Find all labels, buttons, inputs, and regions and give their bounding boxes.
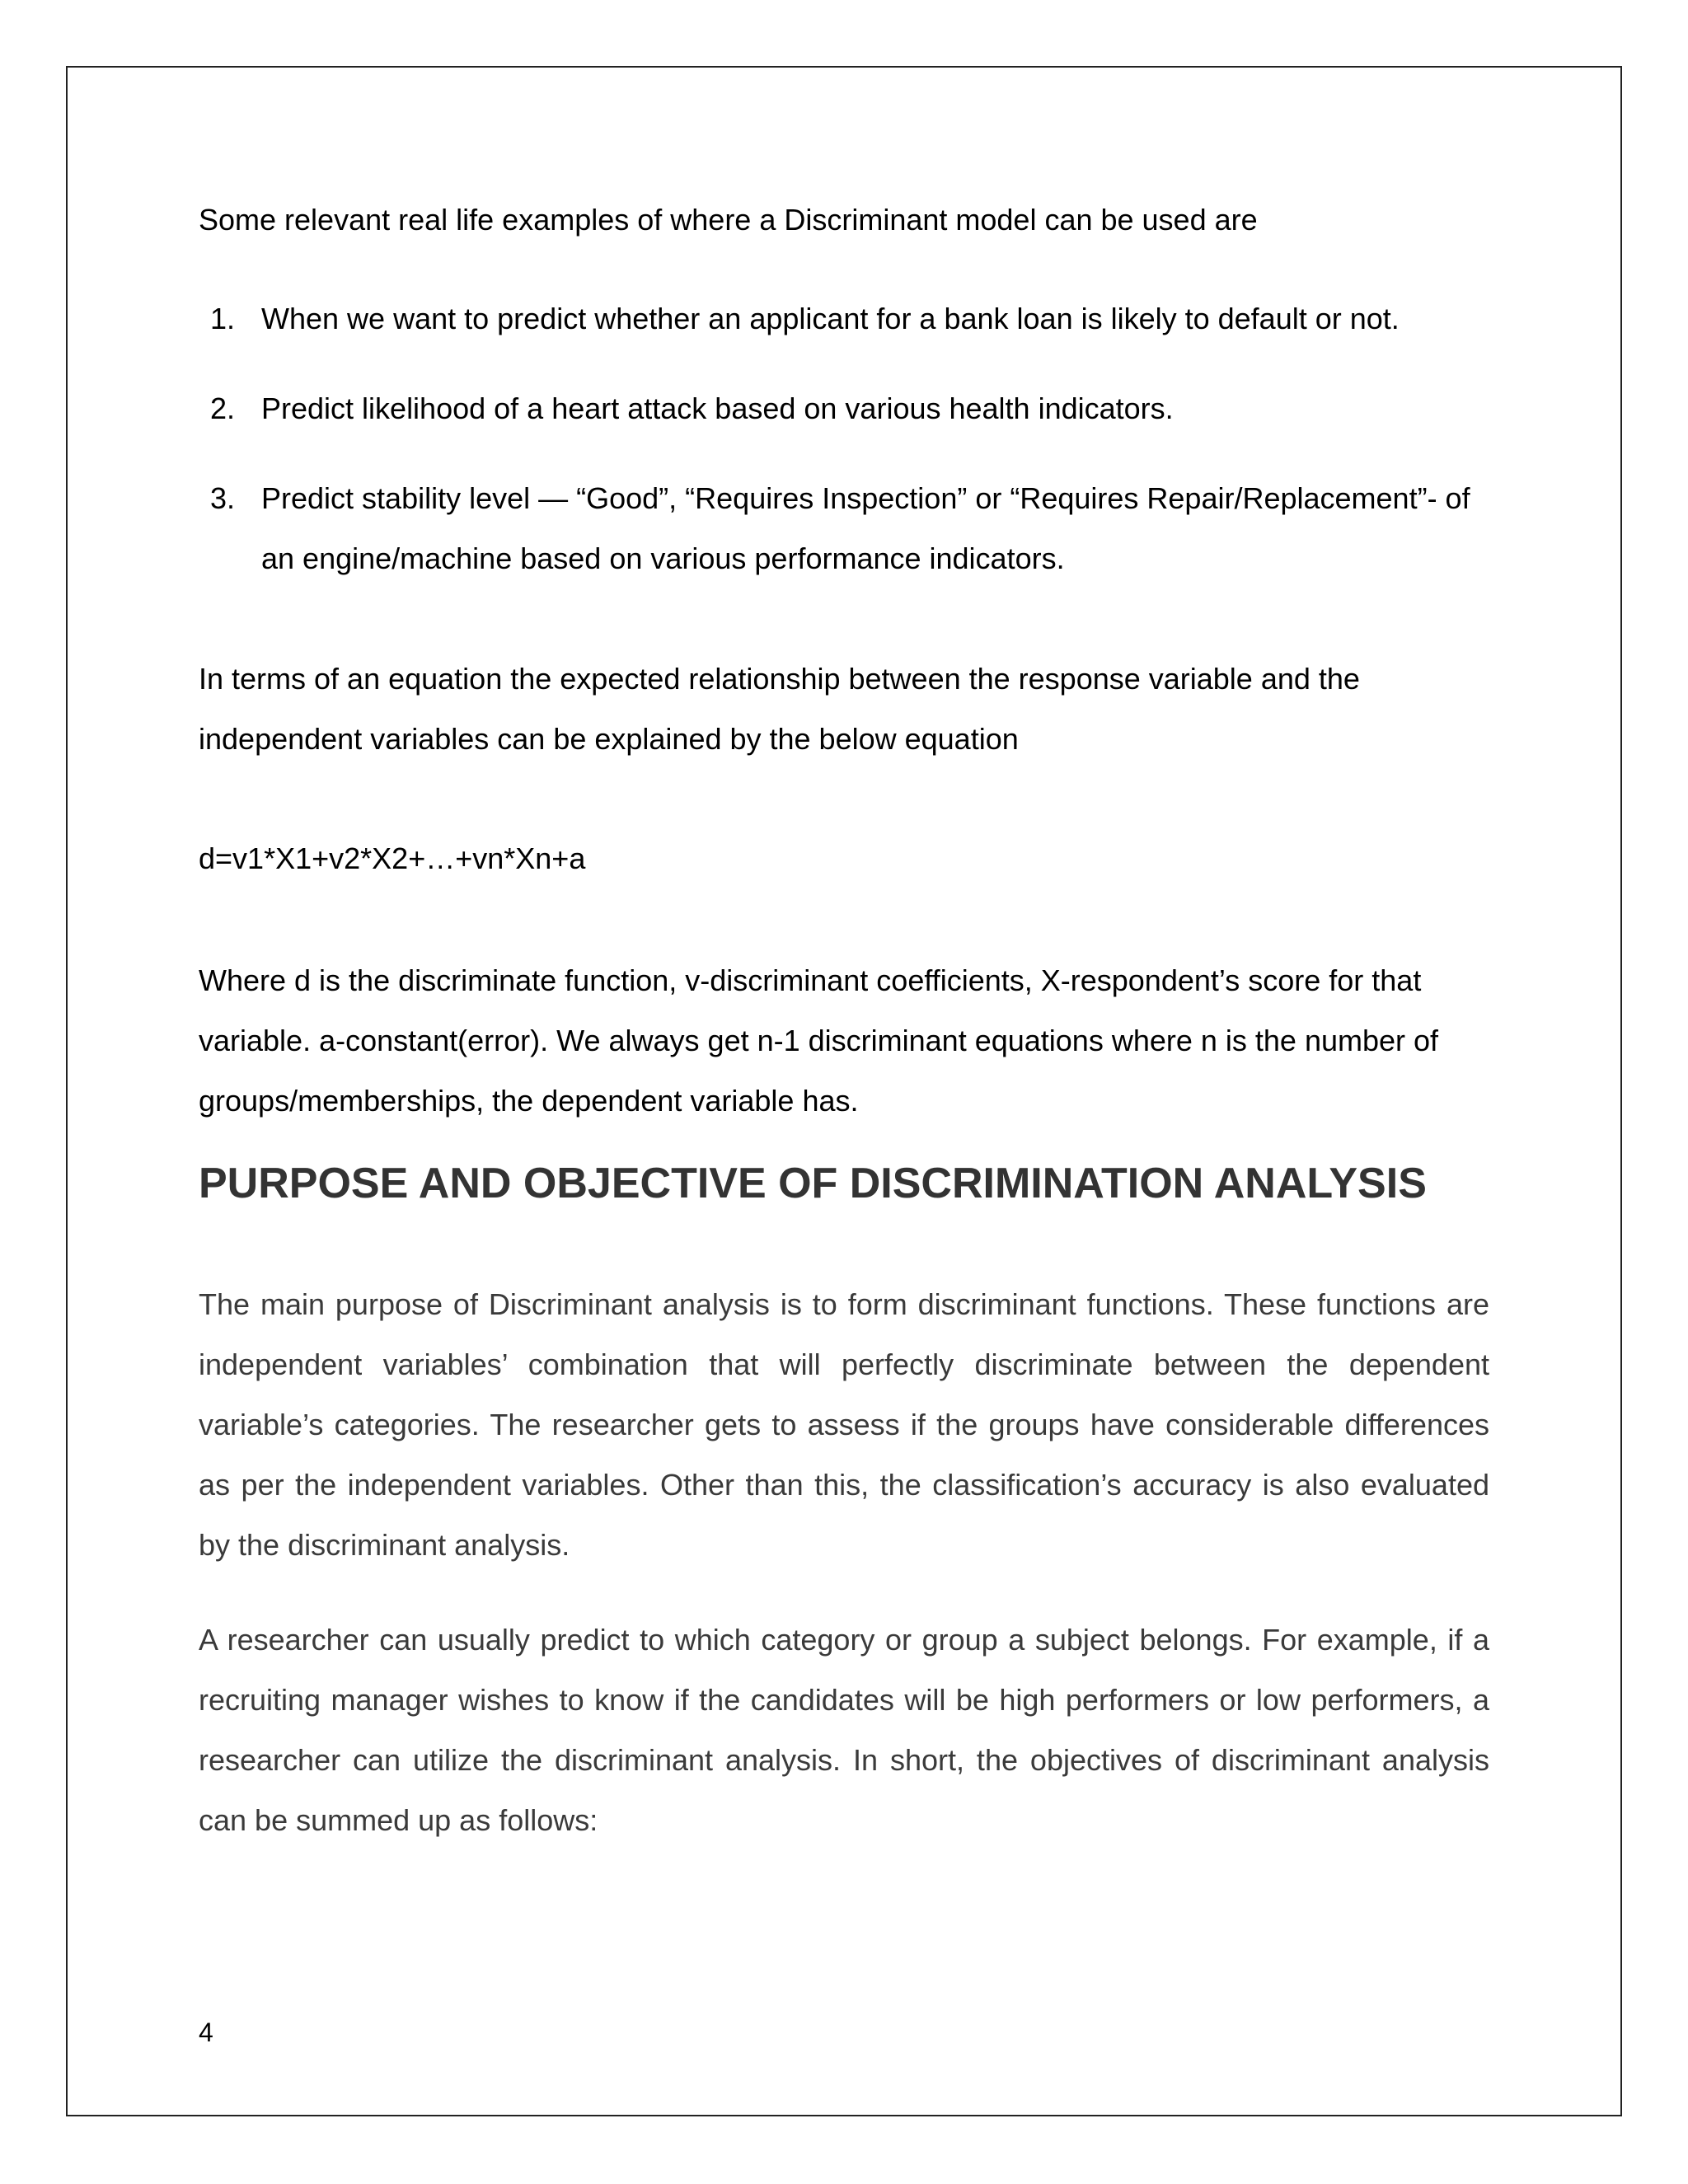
list-item: [199, 378, 1489, 438]
equation-intro-paragraph: In terms of an equation the expected relationship between the response variable and the independent variables can be explained by the below equation: [199, 662, 1360, 756]
list-item-number: 2.: [210, 391, 236, 425]
purpose-paragraph: The main purpose of Discriminant analysis is to form discriminant functions. These functions are independent variables’ combination that will perfectly discriminate between the dependent variable’s categories. The researcher gets to assess if the groups have considerable differences as per the independent variables. Other than this, the classification’s accuracy is also evaluated by the discriminant analysis.: [199, 1287, 1489, 1562]
section-heading: PURPOSE AND OBJECTIVE OF DISCRIMINATION ANALYSIS: [199, 1160, 1427, 1207]
equation-explanation-paragraph: Where d is the discriminate function, v-discriminant coefficients, X-respondent’s score for that variable. a-constant(error). We always get n-1 discriminant equations where n is the number of groups/memberships, the dependent variable has.: [199, 963, 1439, 1118]
intro-paragraph: Some relevant real life examples of where a Discriminant model can be used are: [199, 203, 1258, 237]
researcher-paragraph: A researcher can usually predict to which category or group a subject belongs. For example, if a recruiting manager wishes to know if the candidates will be high performers or low performers, a researcher can utilize the discriminant analysis. In short, the objectives of discriminant analysis can be summed up as follows:: [199, 1623, 1489, 1837]
list-item: [199, 468, 1489, 588]
list-item-number: 3.: [210, 481, 236, 515]
equation: d=v1*X1+v2*X2+…+vn*Xn+a: [199, 841, 586, 875]
list-item-number: 1.: [210, 302, 236, 335]
list-item: [199, 288, 1489, 349]
list-item-text: Predict stability level — “Good”, “Requires Inspection” or “Requires Repair/Replacement”- of an engine/machine based on various performance indicators.: [261, 481, 1470, 575]
list-item-text: When we want to predict whether an applicant for a bank loan is likely to default or not.: [261, 302, 1400, 335]
examples-list: [199, 288, 1489, 618]
list-item-text: Predict likelihood of a heart attack based on various health indicators.: [261, 391, 1174, 425]
page-number: 4: [199, 2018, 213, 2047]
